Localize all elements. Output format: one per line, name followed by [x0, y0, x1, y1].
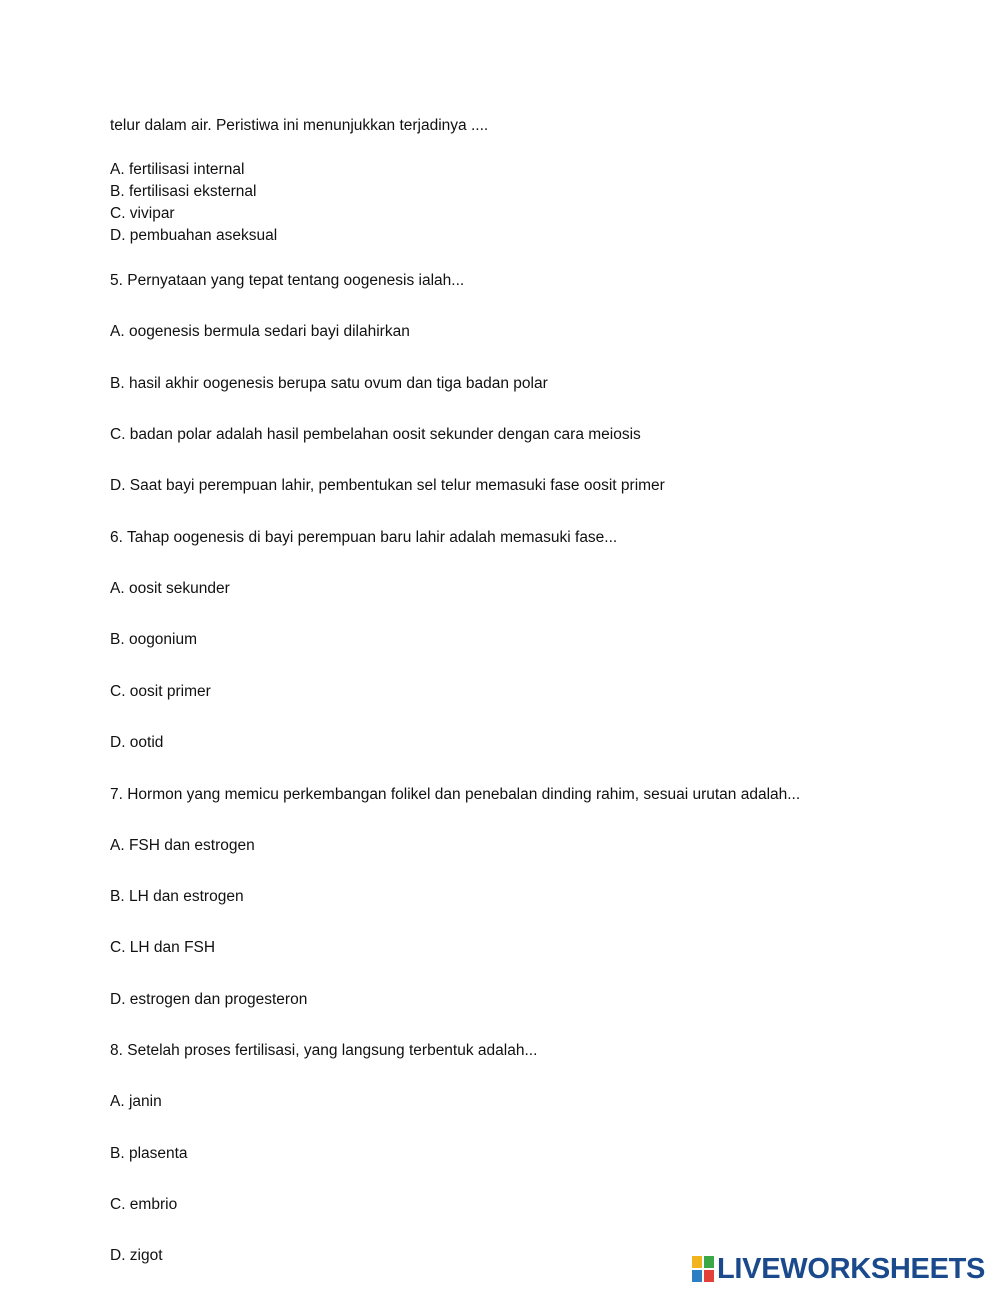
- q8-option-d: D. zigot: [110, 1247, 163, 1264]
- liveworksheets-logo-icon: [692, 1256, 714, 1282]
- q8-option-b: B. plasenta: [110, 1145, 188, 1162]
- question-4-stem-continuation: telur dalam air. Peristiwa ini menunjukkan terjadinya ....: [110, 117, 489, 134]
- q5-option-b: B. hasil akhir oogenesis berupa satu ovum dan tiga badan polar: [110, 375, 548, 392]
- q5-option-a: A. oogenesis bermula sedari bayi dilahirkan: [110, 323, 410, 340]
- q8-option-a: A. janin: [110, 1093, 162, 1110]
- q7-option-b: B. LH dan estrogen: [110, 888, 244, 905]
- q6-option-b: B. oogonium: [110, 631, 198, 648]
- q7-option-a: A. FSH dan estrogen: [110, 837, 255, 854]
- q7-option-d: D. estrogen dan progesteron: [110, 991, 308, 1008]
- liveworksheets-logo-text: LIVEWORKSHEETS: [717, 1253, 986, 1285]
- q4-option-b: B. fertilisasi eksternal: [110, 183, 257, 200]
- q6-option-d: D. ootid: [110, 734, 164, 751]
- question-7: 7. Hormon yang memicu perkembangan folikel dan penebalan dinding rahim, sesuai urutan adalah...: [110, 786, 801, 803]
- q5-option-c: C. badan polar adalah hasil pembelahan oosit sekunder dengan cara meiosis: [110, 426, 641, 443]
- q6-option-a: A. oosit sekunder: [110, 580, 230, 597]
- q4-option-c: C. vivipar: [110, 205, 175, 222]
- q5-option-d: D. Saat bayi perempuan lahir, pembentukan sel telur memasuki fase oosit primer: [110, 477, 665, 494]
- q4-option-d: D. pembuahan aseksual: [110, 227, 278, 244]
- question-6: 6. Tahap oogenesis di bayi perempuan baru lahir adalah memasuki fase...: [110, 529, 618, 546]
- q8-option-c: C. embrio: [110, 1196, 178, 1213]
- q4-option-a: A. fertilisasi internal: [110, 161, 245, 178]
- q6-option-c: C. oosit primer: [110, 683, 211, 700]
- liveworksheets-logo[interactable]: [692, 1252, 985, 1286]
- question-8: 8. Setelah proses fertilisasi, yang langsung terbentuk adalah...: [110, 1042, 538, 1059]
- question-5: 5. Pernyataan yang tepat tentang oogenesis ialah...: [110, 272, 465, 289]
- q7-option-c: C. LH dan FSH: [110, 939, 216, 956]
